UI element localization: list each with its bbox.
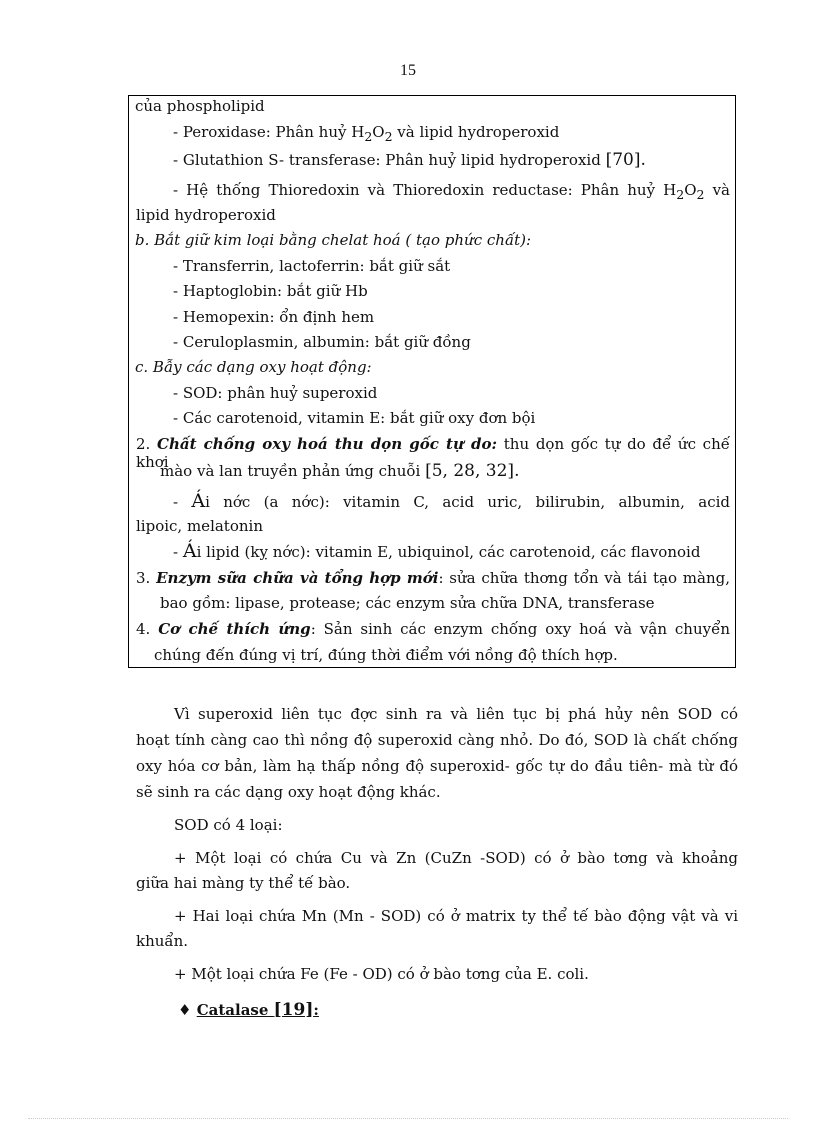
ai-lipid-line: - Ái lipid (kỵ nớc): vitamin E, ubiquinol, các carotenoid, các flavonoid bbox=[173, 540, 701, 562]
paragraph-line: sẽ sinh ra các dạng oxy hoạt động khác. bbox=[136, 783, 441, 801]
citation: [70]. bbox=[605, 150, 646, 170]
section-c-heading: c. Bẫy các dạng oxy hoạt động: bbox=[135, 358, 372, 376]
list-item: - Haptoglobin: bắt giữ Hb bbox=[173, 282, 368, 300]
thioredoxin-line: - Hệ thống Thioredoxin và Thioredoxin reductase: Phân huỷ $H_2O_2$ và bbox=[173, 181, 730, 202]
catalase-heading: ♦ Catalase [19]: bbox=[178, 1000, 319, 1020]
diamond-bullet-icon: ♦ bbox=[178, 1001, 192, 1019]
footer-rule bbox=[28, 1118, 788, 1119]
item-4: 4. Cơ chế thích ứng: Sản sinh các enzym chống oxy hoá và vận chuyển bbox=[136, 620, 730, 638]
glutathion-line: - Glutathion S- transferase: Phân huỷ lipid hydroperoxid [70]. bbox=[173, 150, 646, 170]
ai-nuoc-line: - Ái nớc (a nớc): vitamin C, acid uric, bilirubin, albumin, acid bbox=[173, 490, 730, 512]
sod-type-1-cont: giữa hai màng ty thể tế bào. bbox=[136, 874, 351, 892]
section-b-heading: b. Bắt giữ kim loại bằng chelat hoá ( tạo phức chất): bbox=[135, 231, 532, 249]
sod-type-1: + Một loại có chứa Cu và Zn (CuZn -SOD) có ở bào tơng và khoảng bbox=[174, 849, 738, 867]
list-item: - Transferrin, lactoferrin: bắt giữ sắt bbox=[173, 257, 451, 275]
list-item: - Các carotenoid, vitamin E: bắt giữ oxy đơn bội bbox=[173, 409, 536, 427]
ai-nuoc-cont: lipoic, melatonin bbox=[136, 517, 263, 535]
sod-type-3: + Một loại chứa Fe (Fe - OD) có ở bào tơng của E. coli. bbox=[174, 965, 589, 983]
list-item: - Ceruloplasmin, albumin: bắt giữ đồng bbox=[173, 333, 471, 351]
item-2-cont: mào và lan truyền phản ứng chuỗi [5, 28, 32]. bbox=[160, 461, 520, 481]
item-4-cont: chúng đến đúng vị trí, đúng thời điểm với nồng độ thích hợp. bbox=[154, 646, 618, 664]
item-3-cont: bao gồm: lipase, protease; các enzym sửa chữa DNA, transferase bbox=[160, 594, 655, 612]
list-item: - Hemopexin: ổn định hem bbox=[173, 308, 375, 326]
box-line-phospholipid: của phospholipid bbox=[135, 97, 265, 115]
sod-intro: SOD có 4 loại: bbox=[174, 816, 283, 834]
list-item: - SOD: phân huỷ superoxid bbox=[173, 384, 378, 402]
paragraph-line: hoạt tính càng cao thì nồng độ superoxid càng nhỏ. Do đó, SOD là chất chống bbox=[136, 731, 738, 749]
sod-type-2-cont: khuẩn. bbox=[136, 932, 189, 950]
peroxidase-line: - Peroxidase: Phân huỷ $H_2O_2$ và lipid hydroperoxid bbox=[173, 123, 560, 144]
item-2: 2. Chất chống oxy hoá thu dọn gốc tự do: thu dọn gốc tự do để ức chế khơi bbox=[136, 435, 730, 471]
page-number: 15 bbox=[400, 62, 416, 79]
citation: [5, 28, 32]. bbox=[425, 461, 520, 481]
item-3: 3. Enzym sữa chữa và tổng hợp mới: sửa chữa thơng tổn và tái tạo màng, bbox=[136, 569, 730, 587]
paragraph-line: Vì superoxid liên tục đợc sinh ra và liên tục bị phá hủy nên SOD có bbox=[174, 705, 738, 723]
sod-type-2: + Hai loại chứa Mn (Mn - SOD) có ở matrix ty thể tế bào động vật và vi bbox=[174, 907, 738, 925]
thioredoxin-cont: lipid hydroperoxid bbox=[136, 206, 276, 224]
paragraph-line: oxy hóa cơ bản, làm hạ thấp nồng độ superoxid- gốc tự do đầu tiên- mà từ đó bbox=[136, 757, 738, 775]
